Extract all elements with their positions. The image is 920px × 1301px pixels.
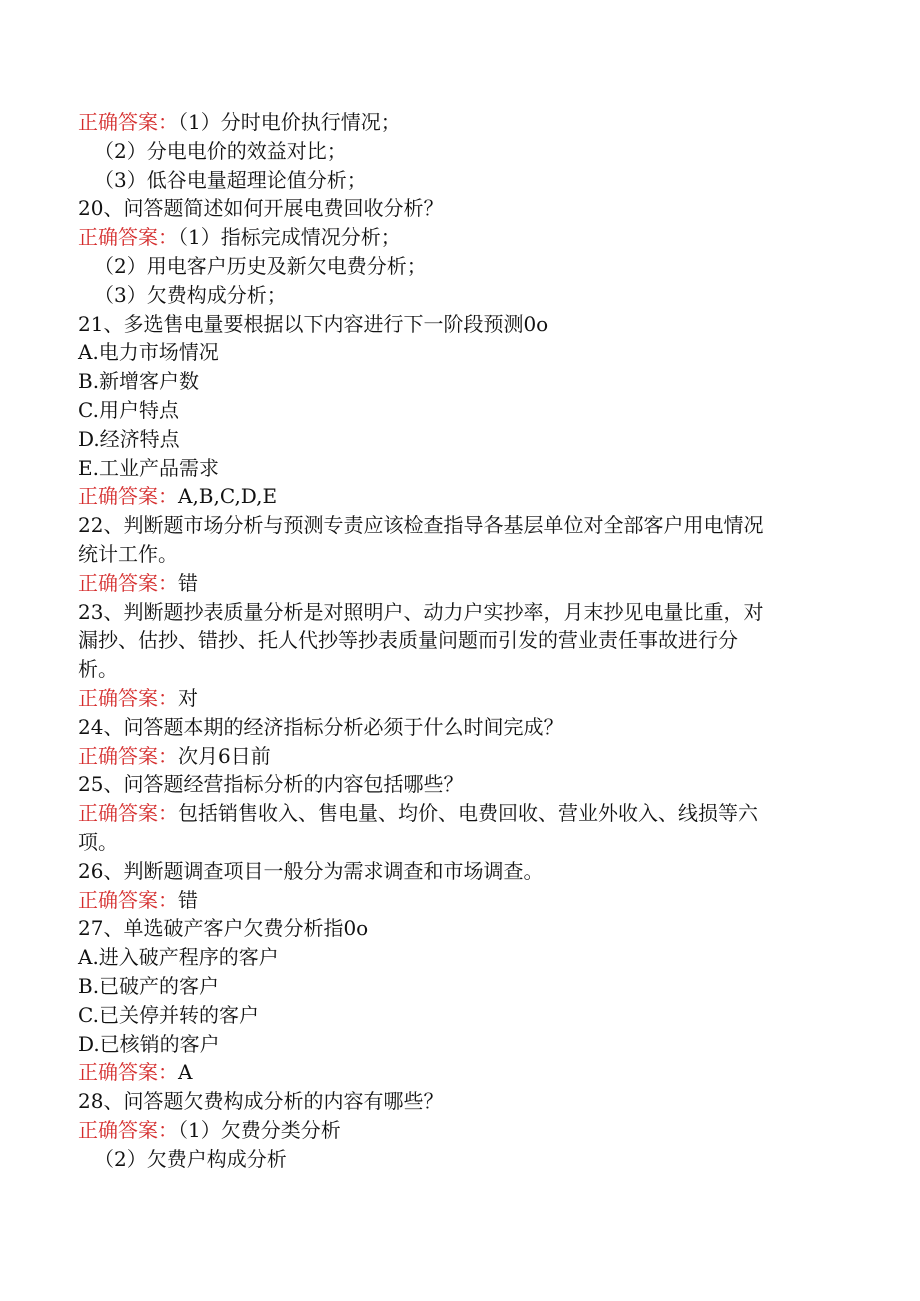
answer-label: 正确答案： xyxy=(78,685,178,710)
question-23: 23、判断题抄表质量分析是对照明户、动力户实抄率，月末抄见电量比重，对 xyxy=(78,599,764,624)
document-body xyxy=(78,108,838,1173)
question-20: 20、问答题简述如何开展电费回收分析？ xyxy=(78,196,444,221)
answer-continuation: 项。 xyxy=(78,829,118,854)
answer-text: 对 xyxy=(178,685,198,710)
option-a: A.进入破产程序的客户 xyxy=(78,945,279,970)
answer-label: 正确答案： xyxy=(78,743,178,768)
answer-label: 正确答案： xyxy=(78,570,178,595)
answer-line xyxy=(78,1116,838,1145)
answer-label: 正确答案： xyxy=(78,887,178,912)
question-26: 26、判断题调查项目一般分为需求调查和市场调查。 xyxy=(78,858,544,883)
answer-line xyxy=(78,684,838,713)
answer-text: （1）分时电价执行情况； xyxy=(178,110,401,134)
answer-continuation: （3）低谷电量超理论值分析； xyxy=(94,167,367,192)
answer-text: （1）欠费分类分析 xyxy=(178,1117,341,1142)
answer-text: A,B,C,D,E xyxy=(178,484,278,509)
option-b: B.新增客户数 xyxy=(78,369,200,394)
answer-line xyxy=(78,223,838,252)
answer-continuation: （2）欠费户构成分析 xyxy=(94,1146,287,1171)
answer-continuation: （3）欠费构成分析； xyxy=(94,282,287,307)
answer-line xyxy=(78,742,838,771)
answer-text: 包括销售收入、售电量、均价、电费回收、营业外收入、线损等六 xyxy=(178,801,758,826)
option-c: C.用户特点 xyxy=(78,397,179,422)
answer-label: 正确答案： xyxy=(78,225,178,250)
option-d: D.经济特点 xyxy=(78,426,180,451)
answer-label: 正确答案： xyxy=(78,1117,178,1142)
question-21: 21、多选售电量要根据以下内容进行下一阶段预测0o xyxy=(78,311,549,336)
option-a: A.电力市场情况 xyxy=(78,340,219,365)
answer-text: 次月6日前 xyxy=(178,743,271,768)
answer-line xyxy=(78,1058,838,1087)
answer-label: 正确答案： xyxy=(78,801,178,826)
question-22-continuation: 统计工作。 xyxy=(78,541,178,566)
answer-label: 正确答案： xyxy=(78,484,178,509)
answer-text: A xyxy=(178,1060,193,1085)
answer-text: 错 xyxy=(178,887,198,912)
answer-text: （1）指标完成情况分析； xyxy=(178,225,401,250)
answer-label: 正确答案： xyxy=(78,110,178,134)
answer-continuation: （2）分电电价的效益对比； xyxy=(94,138,347,163)
question-25: 25、问答题经营指标分析的内容包括哪些？ xyxy=(78,772,464,797)
answer-line xyxy=(78,886,838,915)
question-23-continuation: 析。 xyxy=(78,657,118,682)
answer-line xyxy=(78,799,838,828)
option-e: E.工业产品需求 xyxy=(78,455,219,480)
question-27: 27、单选破产客户欠费分析指0o xyxy=(78,916,369,941)
answer-line xyxy=(78,569,838,598)
question-23-continuation: 漏抄、估抄、错抄、托人代抄等抄表质量问题而引发的营业责任事故进行分 xyxy=(78,628,738,653)
answer-continuation: （2）用电客户历史及新欠电费分析； xyxy=(94,253,427,278)
question-22: 22、判断题市场分析与预测专责应该检查指导各基层单位对全部客户用电情况 xyxy=(78,513,764,538)
answer-label: 正确答案： xyxy=(78,1060,178,1085)
question-24: 24、问答题本期的经济指标分析必须于什么时间完成？ xyxy=(78,714,564,739)
option-c: C.已关停并转的客户 xyxy=(78,1002,259,1027)
answer-text: 错 xyxy=(178,570,198,595)
answer-line xyxy=(78,108,838,137)
answer-line xyxy=(78,482,838,511)
question-28: 28、问答题欠费构成分析的内容有哪些？ xyxy=(78,1089,444,1114)
option-b: B.已破产的客户 xyxy=(78,973,220,998)
option-d: D.已核销的客户 xyxy=(78,1031,220,1056)
